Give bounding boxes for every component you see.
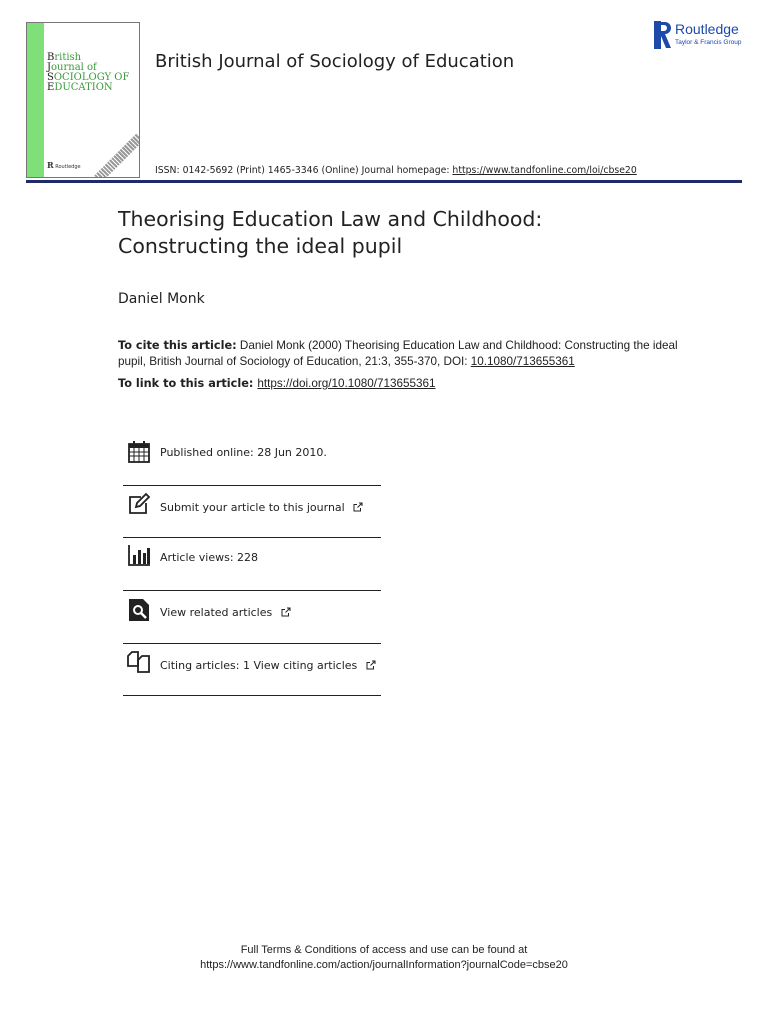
author-name: Daniel Monk bbox=[118, 291, 205, 307]
divider bbox=[123, 643, 381, 644]
cover-band bbox=[27, 23, 44, 177]
cover-publisher: Routledge bbox=[55, 164, 81, 170]
routledge-name: Routledge bbox=[675, 21, 739, 37]
header-rule bbox=[26, 180, 742, 183]
submit-text: Submit your article to this journal bbox=[160, 501, 345, 514]
cover-stripe bbox=[94, 133, 140, 178]
footer bbox=[0, 943, 768, 973]
divider bbox=[123, 537, 381, 538]
external-link-icon bbox=[281, 607, 291, 617]
citation bbox=[118, 338, 678, 369]
bar-chart-icon bbox=[127, 543, 151, 567]
citing-icon bbox=[127, 650, 151, 674]
link-label: To link to this article: bbox=[118, 377, 254, 390]
divider bbox=[123, 485, 381, 486]
article-link bbox=[118, 377, 678, 390]
issn-text: ISSN: 0142-5692 (Print) 1465-3346 (Online) Journal homepage: bbox=[155, 165, 453, 176]
footer-terms: Full Terms & Conditions of access and use can be found at bbox=[240, 944, 528, 956]
edit-icon bbox=[127, 492, 151, 516]
routledge-subtitle: Taylor & Francis Group bbox=[675, 39, 742, 46]
routledge-logo-icon bbox=[654, 21, 672, 49]
article-title-line1: Theorising Education Law and Childhood: bbox=[118, 207, 543, 231]
article-views: Article views: 228 bbox=[160, 551, 259, 564]
related-text: View related articles bbox=[160, 606, 273, 619]
journal-homepage-link[interactable]: https://www.tandfonline.com/loi/cbse20 bbox=[452, 165, 637, 176]
calendar-icon bbox=[127, 440, 151, 464]
issn-line bbox=[155, 165, 637, 176]
citing-text: Citing articles: 1 View citing articles bbox=[160, 659, 358, 672]
doi-link[interactable]: 10.1080/713655361 bbox=[470, 354, 575, 368]
external-link-icon bbox=[366, 660, 376, 670]
routledge-logo bbox=[654, 21, 746, 51]
cover-publisher-logo: R Routledge bbox=[47, 160, 81, 170]
published-date: Published online: 28 Jun 2010. bbox=[160, 446, 327, 459]
journal-cover bbox=[26, 22, 140, 178]
footer-terms-url[interactable]: https://www.tandfonline.com/action/journalInformation?journalCode=cbse20 bbox=[200, 959, 568, 971]
citing-label bbox=[160, 659, 376, 672]
search-doc-icon bbox=[127, 598, 151, 622]
divider bbox=[123, 695, 381, 696]
article-url-link[interactable]: https://doi.org/10.1080/713655361 bbox=[257, 377, 436, 390]
divider bbox=[123, 590, 381, 591]
cite-label: To cite this article: bbox=[118, 339, 237, 352]
related-label bbox=[160, 606, 291, 619]
cite-text: Daniel Monk (2000) Theorising Education Law and Childhood: Constructing the ideal pupil, British Journal of Sociology of Education, 21:3, 355-370, DOI: bbox=[118, 339, 678, 368]
article-title-line2: Constructing the ideal pupil bbox=[118, 234, 403, 258]
external-link-icon bbox=[353, 502, 363, 512]
cover-title: British Journal of SOCIOLOGY OF EDUCATION bbox=[47, 52, 130, 93]
journal-title: British Journal of Sociology of Education bbox=[155, 51, 515, 72]
submit-label bbox=[160, 501, 363, 514]
article-title bbox=[118, 206, 718, 260]
